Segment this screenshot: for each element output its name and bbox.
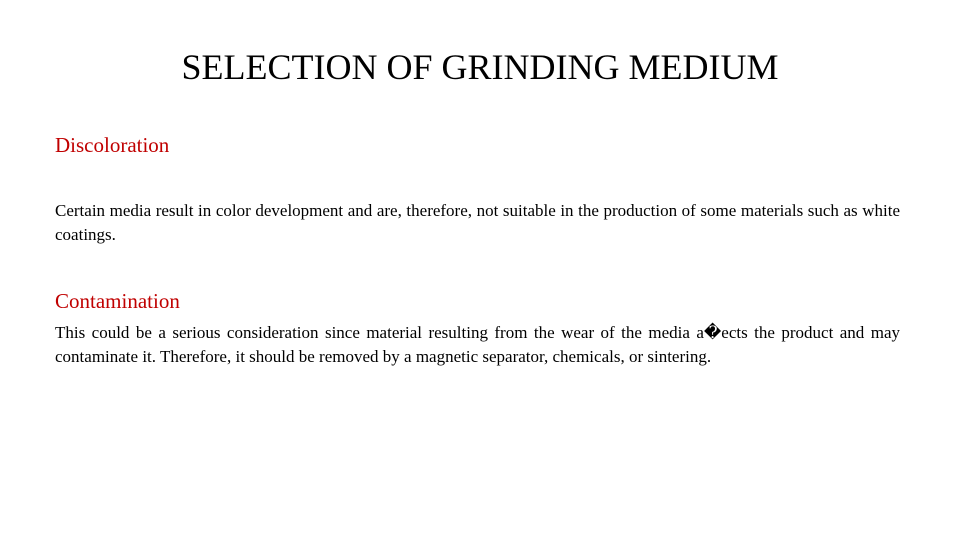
section-heading-discoloration: Discoloration bbox=[55, 133, 170, 157]
section-body-discoloration: Certain media result in color development and are, therefore, not suitable in the production of some materials such as white coatings. bbox=[55, 201, 900, 244]
slide-title: SELECTION OF GRINDING MEDIUM bbox=[181, 47, 779, 87]
section-body-contamination: This could be a serious consideration since material resulting from the wear of the media a�ects the product and may contaminate it. Therefore, it should be removed by a magnetic separator, chemicals, or sintering. bbox=[55, 323, 900, 366]
section-heading-contamination: Contamination bbox=[55, 289, 180, 313]
